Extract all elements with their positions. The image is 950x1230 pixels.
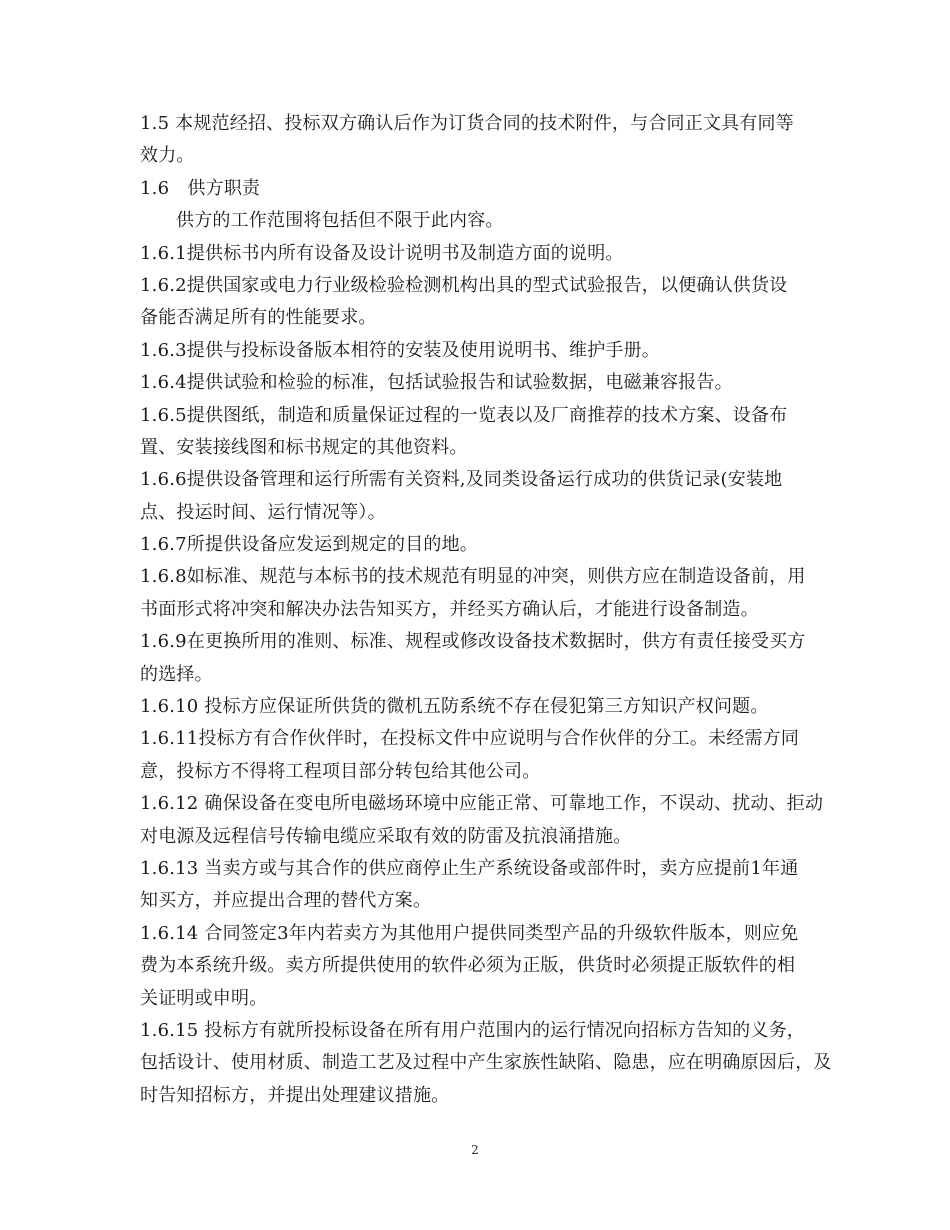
text-line: 书面形式将冲突和解决办法告知买方，并经买方确认后，才能进行设备制造。 (140, 598, 759, 620)
text-line: 1.6.3提供与投标设备版本相符的安装及使用说明书、维护手册。 (140, 339, 660, 361)
text-line: 1.6.11投标方有合作伙伴时，在投标文件中应说明与合作伙伴的分工。未经需方同 (140, 728, 800, 750)
text-line: 供方的工作范围将包括但不限于此内容。 (176, 210, 504, 232)
text-line: 包括设计、使用材质、制造工艺及过程中产生家族性缺陷、隐患，应在明确原因后，及 (140, 1052, 832, 1074)
text-line: 费为本系统升级。卖方所提供使用的软件必须为正版，供货时必须提正版软件的相 (140, 955, 796, 977)
text-line: 1.6.2提供国家或电力行业级检验检测机构出具的型式试验报告，以便确认供货设 (140, 274, 788, 296)
text-line: 时告知招标方，并提出处理建议措施。 (140, 1084, 450, 1106)
text-line: 意，投标方不得将工程项目部分转包给其他公司。 (140, 760, 541, 782)
text-line: 知买方，并应提出合理的替代方案。 (140, 890, 432, 912)
page-number: 2 (471, 1143, 479, 1157)
text-line: 1.6.10 投标方应保证所供货的微机五防系统不存在侵犯第三方知识产权问题。 (140, 696, 769, 718)
text-line: 1.6.9在更换所用的准则、标准、规程或修改设备技术数据时，供方有责任接受买方 (140, 631, 806, 653)
text-line: 关证明或申明。 (140, 987, 268, 1009)
text-line: 1.6.13 当卖方或与其合作的供应商停止生产系统设备或部件时，卖方应提前1年通 (140, 857, 799, 879)
text-line: 1.6.7所提供设备应发运到规定的目的地。 (140, 534, 478, 556)
text-line: 1.6.6提供设备管理和运行所需有关资料,及同类设备运行成功的供货记录(安装地 (140, 469, 783, 491)
text-line: 效力。 (140, 145, 195, 167)
text-line: 1.6.15 投标方有就所投标设备在所有用户范围内的运行情况向招标方告知的义务， (140, 1019, 805, 1041)
text-line: 的选择。 (140, 663, 213, 685)
text-line: 1.6.14 合同签定3年内若卖方为其他用户提供同类型产品的升级软件版本，则应免 (140, 922, 799, 944)
text-line: 置、安装接线图和标书规定的其他资料。 (140, 436, 468, 458)
section-heading: 1.6 供方职责 (140, 177, 261, 199)
text-line: 点、投运时间、运行情况等）。 (140, 501, 386, 523)
text-line: 1.6.4提供试验和检验的标准，包括试验报告和试验数据，电磁兼容报告。 (140, 372, 733, 394)
text-line: 对电源及远程信号传输电缆应采取有效的防雷及抗浪涌措施。 (140, 825, 632, 847)
text-line: 1.6.8如标准、规范与本标书的技术规范有明显的冲突，则供方应在制造设备前，用 (140, 566, 806, 588)
text-line: 1.6.12 确保设备在变电所电磁场环境中应能正常、可靠地工作，不误动、扰动、拒动 (140, 793, 824, 815)
text-line: 1.6.5提供图纸，制造和质量保证过程的一览表以及厂商推荐的技术方案、设备布 (140, 404, 788, 426)
text-line: 1.5 本规范经招、投标双方确认后作为订货合同的技术附件，与合同正文具有同等 (140, 113, 794, 134)
text-line: 1.6.1提供标书内所有设备及设计说明书及制造方面的说明。 (140, 242, 624, 264)
text-line: 备能否满足所有的性能要求。 (140, 307, 377, 329)
document-body (140, 108, 832, 1112)
